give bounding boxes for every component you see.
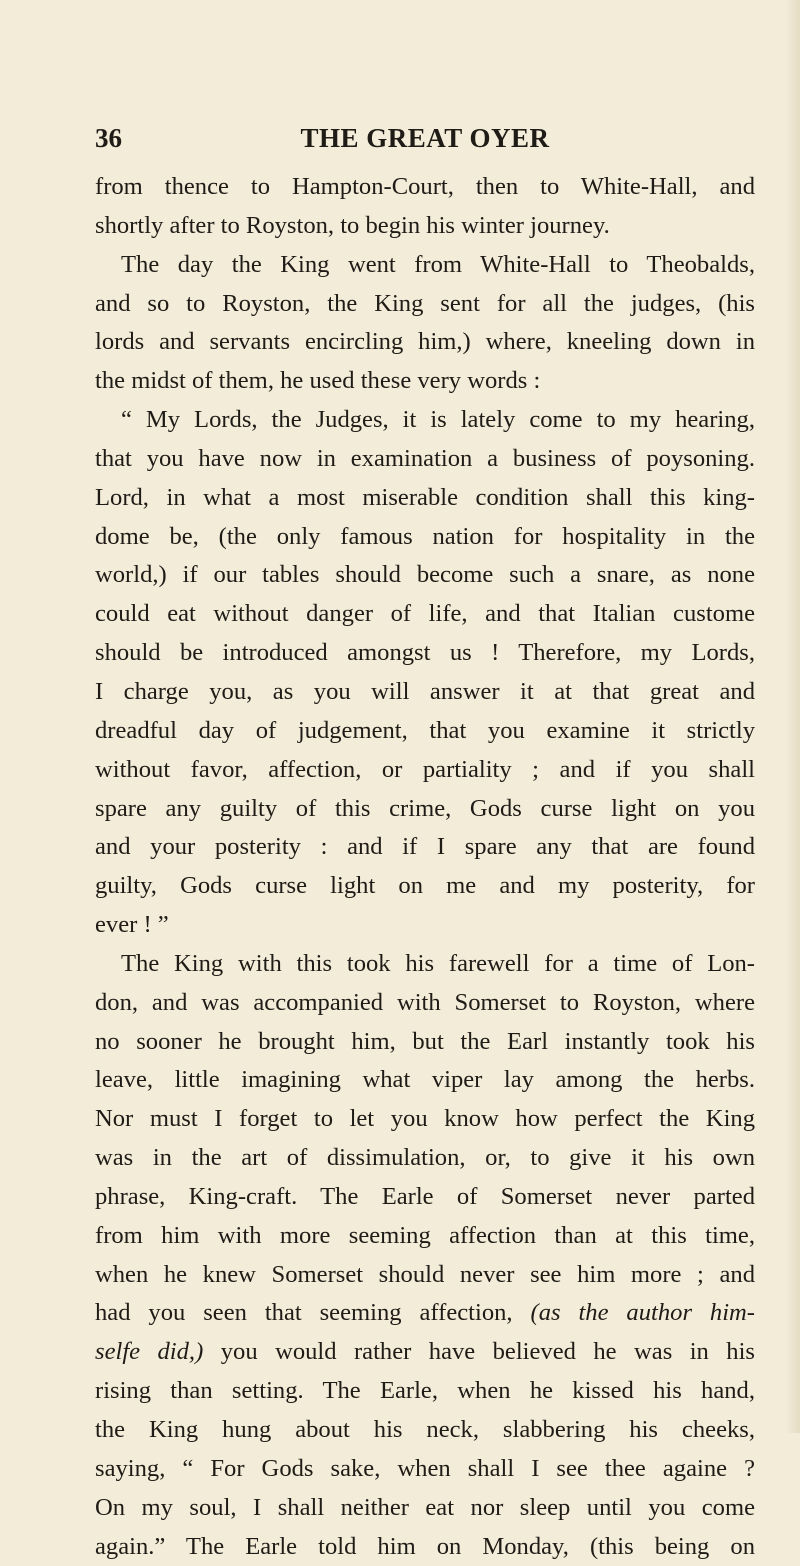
running-head [95,120,755,156]
text-line: and so to Royston, the King sent for all the judges, (his [95,289,755,317]
text-line: dome be, (the only famous nation for hospitality in the [95,522,755,550]
text-line: phrase, King-craft. The Earle of Somerset never parted [95,1182,755,1210]
text-line: the King hung about his neck, slabbering his cheeks, [95,1416,755,1443]
body-text [95,168,755,1566]
text-line: world,) if our tables should become such a snare, as none [95,561,755,589]
italic-segment: selfe did,) [95,1338,204,1366]
text-line: On my soul, I shall neither eat nor sleep until you come [95,1493,755,1521]
text-line: don, and was accompanied with Somerset to Royston, where [95,988,755,1016]
text-line: lords and servants encircling him,) where, kneeling down in [95,328,755,356]
text-line: and your posterity : and if I spare any that are found [95,833,755,861]
text-line: the midst of them, he used these very words : [95,367,541,395]
text-line: was in the art of dissimulation, or, to give it his own [95,1144,755,1172]
text-line: saying, “ For Gods sake, when shall I see thee againe ? [95,1454,755,1482]
page-number: 36 [95,123,122,153]
text-line: when he knew Somerset should never see him more ; and [95,1260,755,1288]
text-line: rising than setting. The Earle, when he kissed his hand, [95,1377,755,1405]
italic-segment: (as the author him- [530,1299,755,1327]
text-line: spare any guilty of this crime, Gods curse light on you [95,794,755,822]
text-line: again.” The Earle told him on Monday, (this being on [95,1532,755,1560]
text-line-with-italic [95,1333,755,1372]
page-edge-shadow [786,0,800,1433]
text-line: that you have now in examination a business of poysoning. [95,444,755,472]
paragraph-start-line: The day the King went from White-Hall to Theobalds, [121,250,755,278]
text-line: could eat without danger of life, and that Italian custome [95,600,755,628]
text-line: leave, little imagining what viper lay among the herbs. [95,1066,755,1094]
text-line: Lord, in what a most miserable condition shall this king- [95,483,755,511]
text-line: no sooner he brought him, but the Earl instantly took his [95,1027,755,1055]
text-line: Nor must I forget to let you know how perfect the King [95,1105,755,1133]
paragraph-start-line: The King with this took his farewell for a time of Lon- [121,949,755,977]
text-line: should be introduced amongst us ! Therefore, my Lords, [95,639,755,667]
text-line: dreadful day of judgement, that you examine it strictly [95,716,755,744]
text-line: guilty, Gods curse light on me and my posterity, for [95,872,755,900]
text-line-with-italic [95,1294,755,1333]
text-segment: had you seen that seeming affection, [95,1299,513,1327]
text-line: from him with more seeming affection than at this time, [95,1221,755,1249]
text-line: from thence to Hampton-Court, then to White-Hall, and [95,173,755,200]
paragraph-start-line: “ My Lords, the Judges, it is lately come to my hearing, [121,406,755,434]
text-line: ever ! ” [95,911,169,939]
text-line: without favor, affection, or partiality ; and if you shall [95,755,755,783]
text-line: I charge you, as you will answer it at that great and [95,677,755,705]
running-title: THE GREAT OYER [300,123,550,153]
text-segment: you would rather have believed he was in his [220,1338,755,1366]
text-line: shortly after to Royston, to begin his winter journey. [95,211,610,239]
